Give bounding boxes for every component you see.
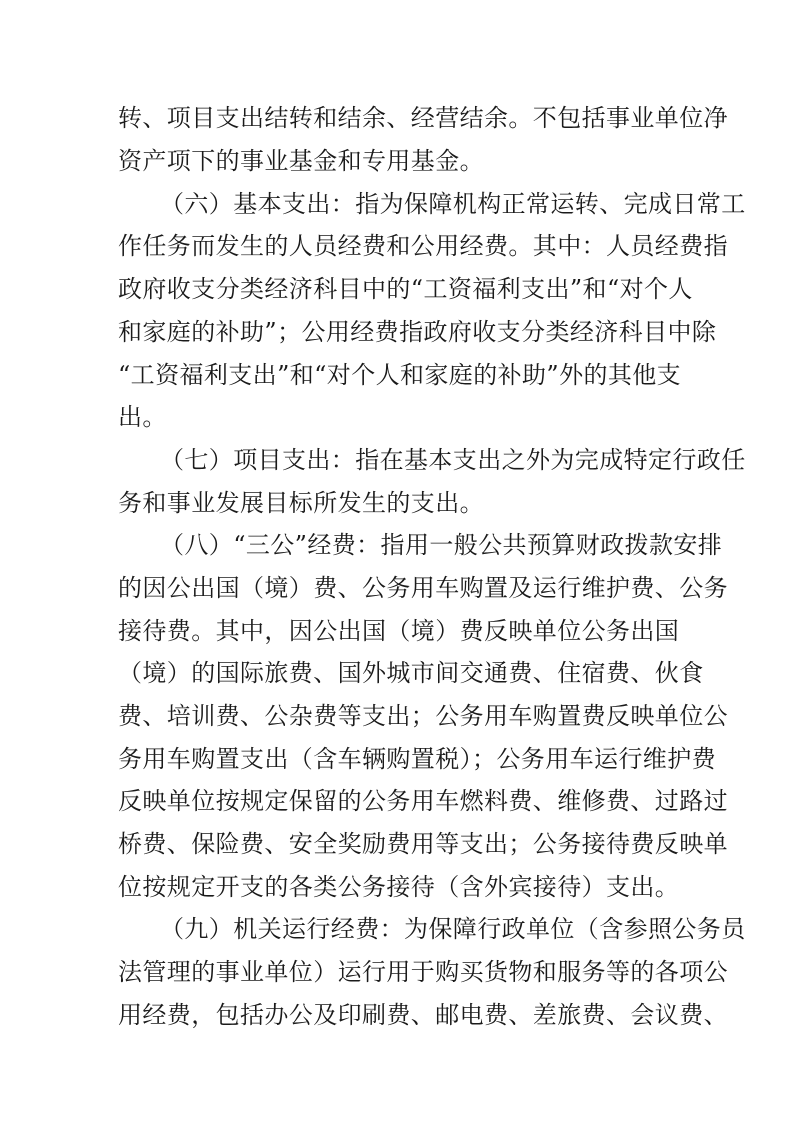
text-line: 用经费，包括办公及印刷费、邮电费、差旅费、会议费、: [118, 1001, 728, 1029]
text-line: 费、培训费、公杂费等支出；公务用车购置费反映单位公: [118, 702, 728, 730]
text-line: 反映单位按规定保留的公务用车燃料费、维修费、过路过: [118, 787, 728, 815]
text-line: 的因公出国（境）费、公务用车购置及运行维护费、公务: [118, 574, 728, 602]
text-line: 出。: [118, 403, 167, 431]
text-line: 务用车购置支出（含车辆购置税）；公务用车运行维护费: [118, 745, 716, 773]
text-line: 桥费、保险费、安全奖励费用等支出；公务接待费反映单: [118, 830, 728, 858]
paragraph-nine-heading-line: （九）机关运行经费：为保障行政单位（含参照公务员: [160, 915, 746, 943]
text-line: 作任务而发生的人员经费和公用经费。其中：人员经费指: [118, 232, 728, 260]
text-line: 和家庭的补助”；公用经费指政府收支分类经济科目中除: [118, 318, 717, 346]
text-line: 资产项下的事业基金和专用基金。: [118, 147, 484, 175]
paragraph-six-heading-line: （六）基本支出：指为保障机构正常运转、完成日常工: [160, 190, 746, 218]
text-line: 位按规定开支的各类公务接待（含外宾接待）支出。: [118, 873, 680, 901]
text-line: 转、项目支出结转和结余、经营结余。不包括事业单位净: [118, 104, 728, 132]
text-line: 接待费。其中，因公出国（境）费反映单位公务出国: [118, 617, 680, 645]
text-line: “工资福利支出”和“对个人和家庭的补助”外的其他支: [118, 361, 682, 389]
text-line: 政府收支分类经济科目中的“工资福利支出”和“对个人: [118, 275, 693, 303]
text-line: 务和事业发展目标所发生的支出。: [118, 489, 484, 517]
paragraph-seven-heading-line: （七）项目支出：指在基本支出之外为完成特定行政任: [160, 446, 746, 474]
paragraph-eight-heading-line: （八）“三公”经费：指用一般公共预算财政拨款安排: [160, 531, 723, 559]
text-line: （境）的国际旅费、国外城市间交通费、住宿费、伙食: [118, 659, 704, 687]
text-line: 法管理的事业单位）运行用于购买货物和服务等的各项公: [118, 958, 728, 986]
